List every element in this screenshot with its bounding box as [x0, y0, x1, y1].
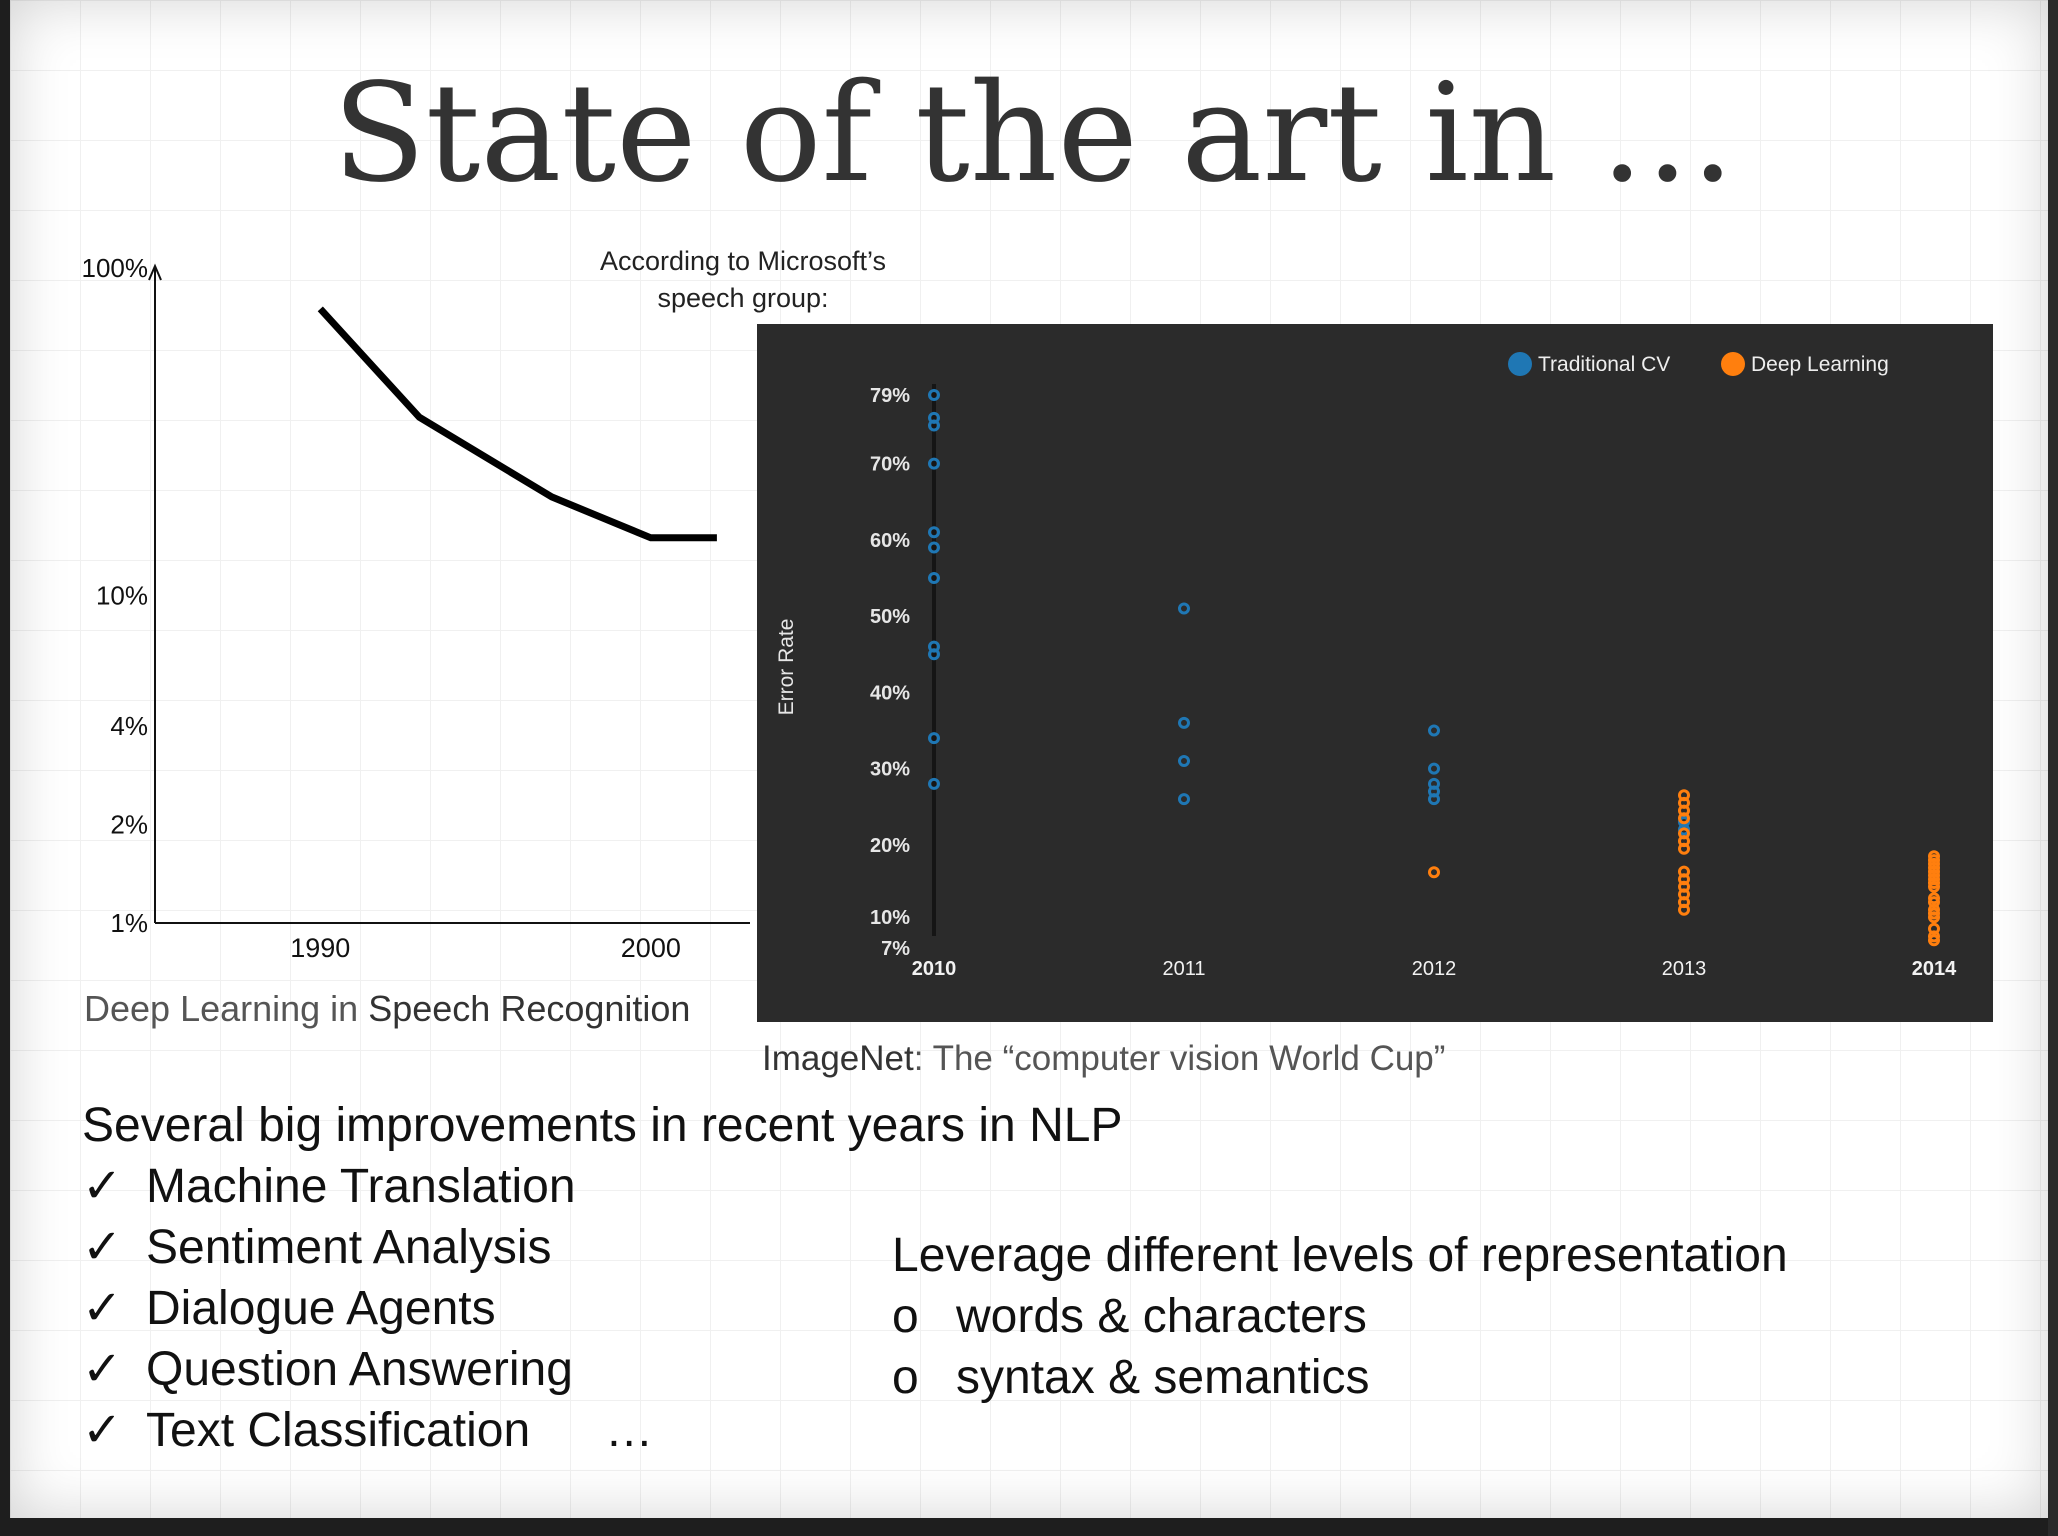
legend-swatch — [1721, 352, 1745, 376]
check-icon: ✓ — [82, 1221, 123, 1274]
nlp-item-label: Sentiment Analysis — [146, 1221, 552, 1274]
nlp-item-label: Dialogue Agents — [146, 1282, 496, 1335]
imagenet-y-axis-label: Error Rate — [775, 618, 798, 716]
check-icon: ✓ — [82, 1160, 123, 1213]
slide-title: State of the art in … — [332, 55, 1736, 213]
imagenet-x-tick-label: 2014 — [1911, 958, 1957, 980]
check-icon: ✓ — [82, 1282, 123, 1335]
nlp-ellipsis: … — [605, 1404, 654, 1457]
representation-heading: Leverage different levels of representation — [892, 1229, 1788, 1282]
speech-y-tick-label: 10% — [95, 580, 148, 611]
speech-chart-title-line2: speech group: — [657, 283, 829, 313]
circle-bullet-icon: o — [892, 1351, 919, 1404]
imagenet-y-tick-label: 79% — [869, 385, 910, 407]
representation-item — [892, 1286, 1788, 1347]
nlp-item-label: Question Answering — [146, 1343, 573, 1396]
speech-x-tick-label: 1990 — [290, 933, 351, 963]
imagenet-y-tick-label: 60% — [869, 529, 910, 552]
speech-caption-prefix: Deep Learning in — [84, 988, 359, 1029]
speech-error-line — [320, 309, 717, 538]
nlp-item-label: Machine Translation — [146, 1160, 576, 1213]
imagenet-caption-prefix: ImageNet — [762, 1039, 914, 1078]
imagenet-chart — [757, 324, 1993, 1022]
imagenet-y-tick-label: 10% — [869, 907, 910, 930]
imagenet-caption — [762, 1039, 1445, 1079]
speech-chart-title-line1: According to Microsoft’s — [599, 246, 887, 276]
legend-label: Deep Learning — [1751, 353, 1889, 376]
imagenet-y-tick-label: 50% — [869, 606, 910, 629]
nlp-item-label: Text Classification — [146, 1404, 531, 1457]
speech-x-tick-label: 2000 — [620, 933, 681, 963]
representation-item — [892, 1347, 1788, 1408]
imagenet-y-tick-label: 20% — [869, 834, 910, 857]
nlp-heading: Several big improvements in recent years in NLP — [82, 1099, 1123, 1152]
speech-y-tick-label: 2% — [110, 809, 148, 840]
imagenet-x-tick-label: 2012 — [1411, 958, 1457, 980]
imagenet-y-tick-label: 40% — [869, 682, 910, 705]
imagenet-x-tick-label: 2010 — [911, 958, 957, 980]
legend-label: Traditional CV — [1538, 353, 1671, 376]
speech-y-tick-label: 100% — [81, 253, 148, 283]
imagenet-y-tick-label: 70% — [869, 453, 910, 476]
imagenet-y-tick-label: 30% — [869, 758, 910, 781]
representation-item-label: words & characters — [956, 1290, 1367, 1343]
legend-swatch — [1508, 352, 1532, 376]
check-icon: ✓ — [82, 1343, 123, 1396]
imagenet-x-tick-label: 2011 — [1162, 958, 1206, 980]
imagenet-caption-rest: : The “computer vision World Cup” — [913, 1039, 1446, 1078]
speech-y-tick-label: 1% — [110, 908, 148, 938]
representation-section — [892, 1225, 1788, 1408]
speech-caption-emphasis: Speech Recognition — [368, 988, 691, 1029]
imagenet-x-tick-label: 2013 — [1661, 958, 1707, 980]
nlp-item — [82, 1156, 1122, 1217]
check-icon: ✓ — [82, 1404, 123, 1457]
speech-caption — [84, 988, 690, 1030]
speech-y-tick-label: 4% — [110, 710, 148, 741]
imagenet-panel — [757, 324, 1993, 1022]
circle-bullet-icon: o — [892, 1290, 919, 1343]
nlp-item — [82, 1400, 1122, 1461]
imagenet-y-tick-label: 7% — [881, 938, 910, 960]
representation-item-label: syntax & semantics — [956, 1351, 1370, 1404]
